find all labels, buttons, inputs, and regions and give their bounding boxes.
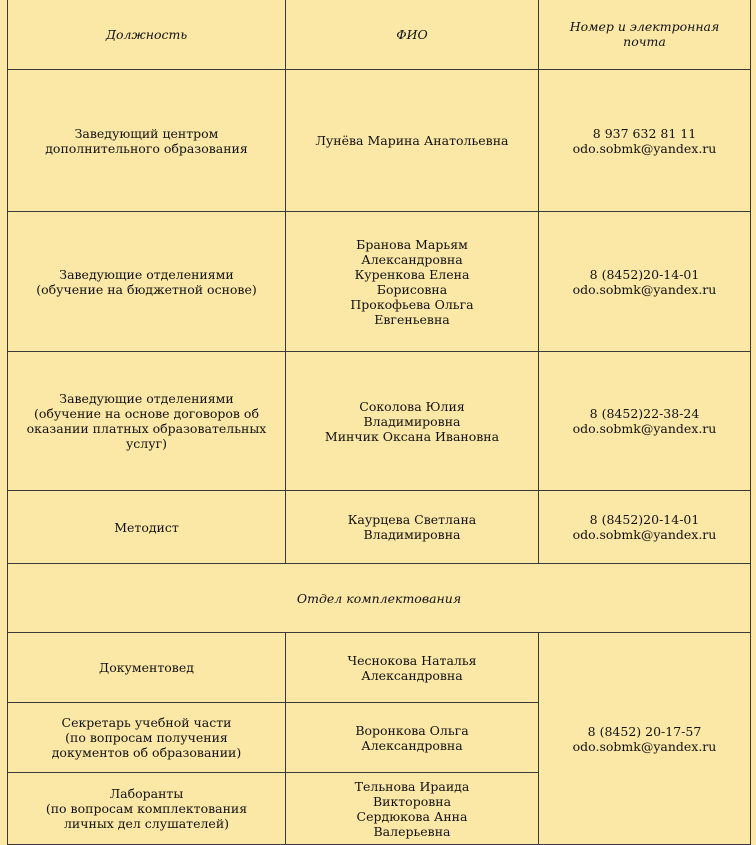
table-row bbox=[8, 491, 751, 564]
section-contact-cell: 8 (8452) 20-17-57 odo.sobmk@yandex.ru bbox=[539, 633, 751, 845]
name-cell: Воронкова Ольга Александровна bbox=[286, 703, 539, 773]
name-cell: Бранова Марьям Александровна Куренкова Елена Борисовна Прокофьева Ольга Евгеньевна bbox=[286, 212, 539, 352]
position-cell: Методист bbox=[8, 491, 286, 564]
name-cell: Лунёва Марина Анатольевна bbox=[286, 70, 539, 212]
section-header-row bbox=[8, 564, 751, 633]
staff-contacts-table bbox=[7, 0, 751, 845]
position-cell: Документовед bbox=[8, 633, 286, 703]
contact-cell: 8 (8452)22-38-24 odo.sobmk@yandex.ru bbox=[539, 352, 751, 491]
position-cell: Заведующие отделениями (обучение на основе договоров об оказании платных образовательных услуг) bbox=[8, 352, 286, 491]
section-title: Отдел комплектования bbox=[8, 564, 751, 633]
position-cell: Заведующий центром дополнительного образования bbox=[8, 70, 286, 212]
header-position: Должность bbox=[8, 0, 286, 70]
contact-cell: 8 937 632 81 11 odo.sobmk@yandex.ru bbox=[539, 70, 751, 212]
name-cell: Чеснокова Наталья Александровна bbox=[286, 633, 539, 703]
table-row bbox=[8, 212, 751, 352]
header-contact: Номер и электронная почта bbox=[539, 0, 751, 70]
position-cell: Заведующие отделениями (обучение на бюджетной основе) bbox=[8, 212, 286, 352]
contact-cell: 8 (8452)20-14-01 odo.sobmk@yandex.ru bbox=[539, 491, 751, 564]
name-cell: Тельнова Ираида Викторовна Сердюкова Анна Валерьевна bbox=[286, 773, 539, 845]
table-row bbox=[8, 352, 751, 491]
position-cell: Секретарь учебной части (по вопросам получения документов об образовании) bbox=[8, 703, 286, 773]
table-row bbox=[8, 633, 751, 703]
table-row bbox=[8, 70, 751, 212]
name-cell: Каурцева Светлана Владимировна bbox=[286, 491, 539, 564]
position-cell: Лаборанты (по вопросам комплектования личных дел слушателей) bbox=[8, 773, 286, 845]
name-cell: Соколова Юлия Владимировна Минчик Оксана Ивановна bbox=[286, 352, 539, 491]
header-name: ФИО bbox=[286, 0, 539, 70]
contact-cell: 8 (8452)20-14-01 odo.sobmk@yandex.ru bbox=[539, 212, 751, 352]
table-header-row bbox=[8, 0, 751, 70]
